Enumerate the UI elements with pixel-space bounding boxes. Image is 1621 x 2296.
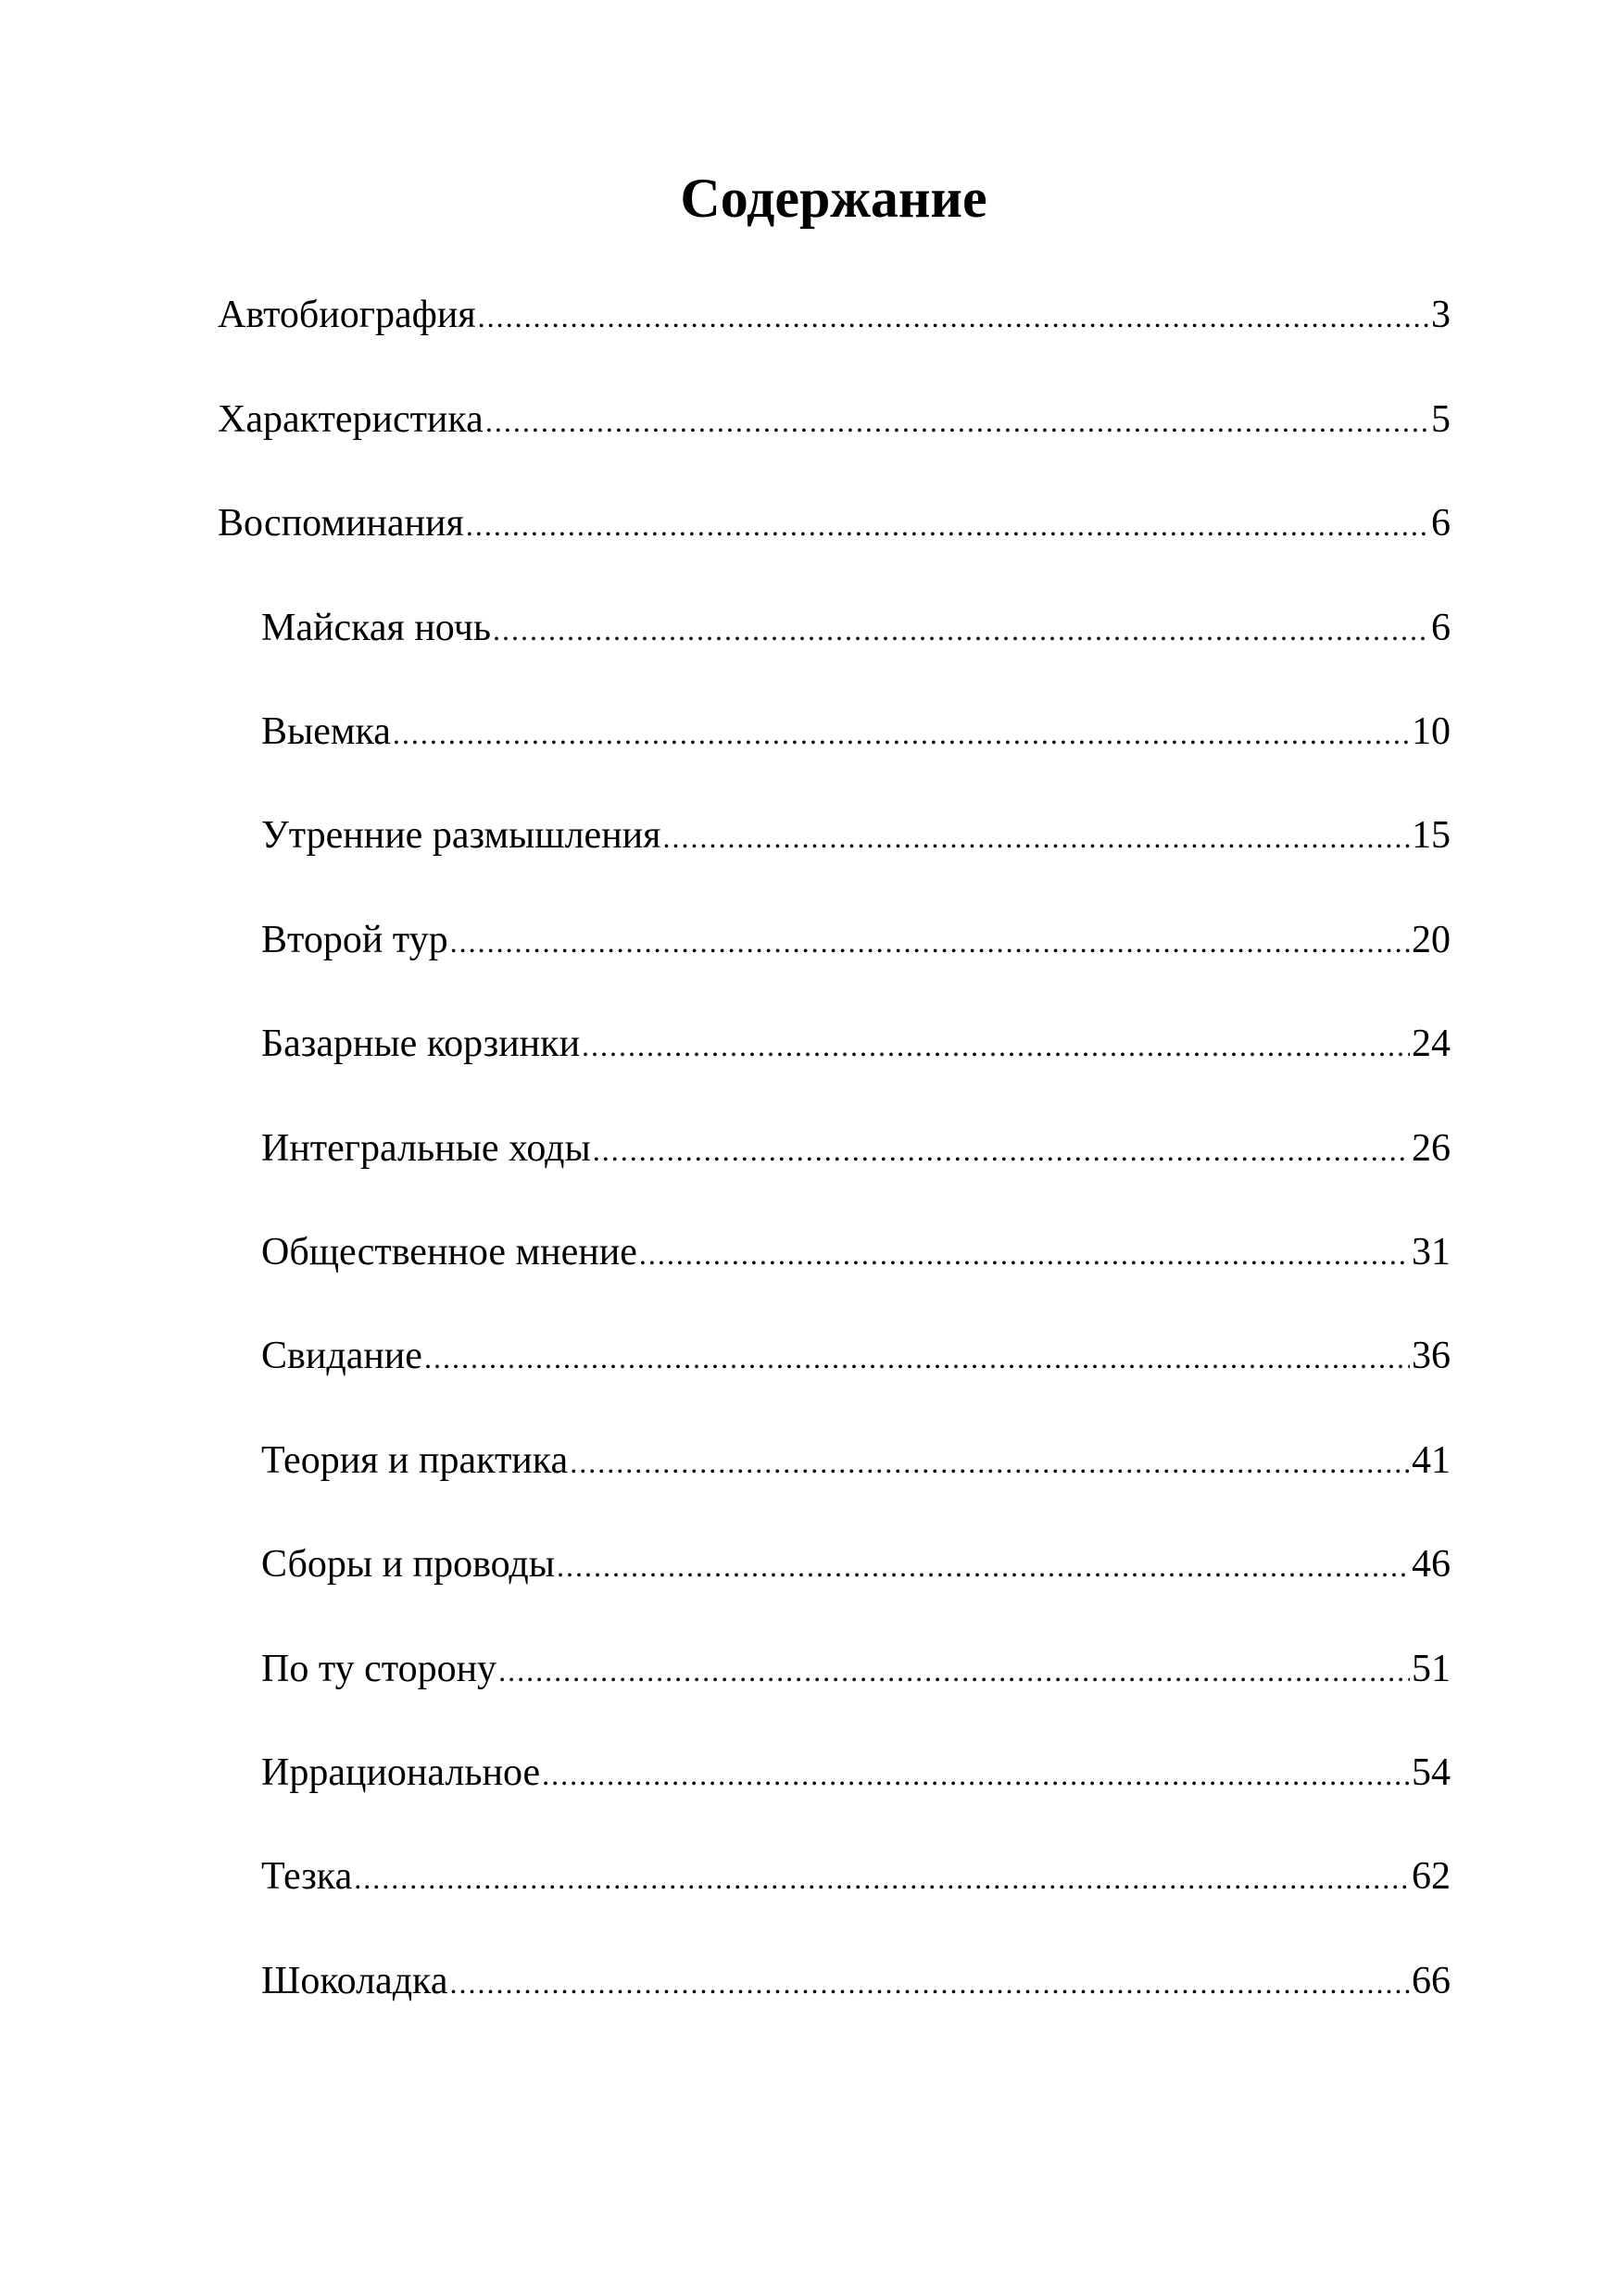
toc-entry-page: 46: [1412, 1543, 1451, 1586]
toc-dot-leader: [498, 1643, 1410, 1699]
toc-dot-leader: [493, 602, 1429, 658]
toc-entry[interactable]: [261, 1328, 1451, 1384]
toc-entry-label: Базарные корзинки: [261, 1023, 581, 1065]
toc-entry-page: 24: [1412, 1023, 1451, 1065]
toc-entry-page: 6: [1431, 502, 1451, 545]
toc-dot-leader: [570, 1435, 1410, 1490]
toc-entry[interactable]: [261, 912, 1451, 968]
toc-dot-leader: [424, 1330, 1410, 1386]
toc-entry[interactable]: [261, 600, 1451, 656]
toc-entry[interactable]: [261, 1953, 1451, 2009]
toc-entry-page: 62: [1412, 1855, 1451, 1898]
toc-entry[interactable]: [261, 1745, 1451, 1800]
toc-entry[interactable]: [261, 1849, 1451, 1904]
toc-entry-label: Автобиография: [218, 294, 476, 336]
toc-entry[interactable]: [261, 1016, 1451, 1072]
toc-entry-label: Второй тур: [261, 919, 448, 961]
toc-entry-page: 54: [1412, 1751, 1451, 1794]
toc-dot-leader: [466, 497, 1429, 553]
toc-entry-label: Шоколадка: [261, 1960, 448, 2002]
toc-entry-label: Выемка: [261, 710, 391, 753]
toc-entry[interactable]: [218, 496, 1451, 551]
toc-entry[interactable]: [261, 1537, 1451, 1592]
toc-dot-leader: [393, 706, 1410, 761]
toc-entry[interactable]: [261, 1433, 1451, 1488]
toc-entry-page: 66: [1412, 1960, 1451, 2002]
toc-entry-label: Теория и практика: [261, 1439, 569, 1482]
toc-dot-leader: [593, 1123, 1410, 1178]
toc-entry-label: Тезка: [261, 1855, 353, 1898]
toc-dot-leader: [542, 1747, 1410, 1802]
toc-entry[interactable]: [261, 1641, 1451, 1697]
toc-entry-page: 15: [1412, 814, 1451, 857]
toc-entry-page: 3: [1431, 294, 1451, 336]
toc-entry[interactable]: [261, 1121, 1451, 1176]
toc-entry[interactable]: [261, 808, 1451, 863]
toc-dot-leader: [662, 809, 1410, 865]
toc-entry-page: 41: [1412, 1439, 1451, 1482]
toc-entry-label: По ту сторону: [261, 1648, 497, 1690]
toc-title: Содержание: [680, 168, 987, 229]
toc-entry-page: 10: [1412, 710, 1451, 753]
toc-entry-page: 51: [1412, 1648, 1451, 1690]
toc-entry-label: Характеристика: [218, 398, 484, 441]
toc-entry-label: Свидание: [261, 1335, 422, 1377]
toc-dot-leader: [582, 1018, 1410, 1073]
toc-entry[interactable]: [218, 392, 1451, 447]
toc-entry-page: 31: [1412, 1231, 1451, 1273]
toc-dot-leader: [557, 1538, 1410, 1594]
toc-entry[interactable]: [261, 1224, 1451, 1280]
toc-entry-page: 36: [1412, 1335, 1451, 1377]
toc-dot-leader: [354, 1851, 1410, 1906]
toc-entry-label: Утренние размышления: [261, 814, 661, 857]
toc-entry-page: 26: [1412, 1127, 1451, 1170]
toc-dot-leader: [485, 394, 1429, 449]
toc-entry[interactable]: [261, 704, 1451, 759]
toc-entry-label: Сборы и проводы: [261, 1543, 555, 1586]
toc-entry-label: Общественное мнение: [261, 1231, 637, 1273]
toc-dot-leader: [478, 289, 1429, 345]
toc-entry-page: 5: [1431, 398, 1451, 441]
toc-entry[interactable]: [218, 287, 1451, 343]
toc-entry-label: Иррациональное: [261, 1751, 541, 1794]
toc-dot-leader: [450, 914, 1410, 970]
toc-dot-leader: [449, 1955, 1410, 2011]
toc-entry-label: Майская ночь: [261, 607, 492, 649]
toc-entry-page: 6: [1431, 607, 1451, 649]
toc-entry-page: 20: [1412, 919, 1451, 961]
toc-entry-label: Интегральные ходы: [261, 1127, 591, 1170]
toc-dot-leader: [639, 1226, 1410, 1282]
toc-entry-label: Воспоминания: [218, 502, 464, 545]
